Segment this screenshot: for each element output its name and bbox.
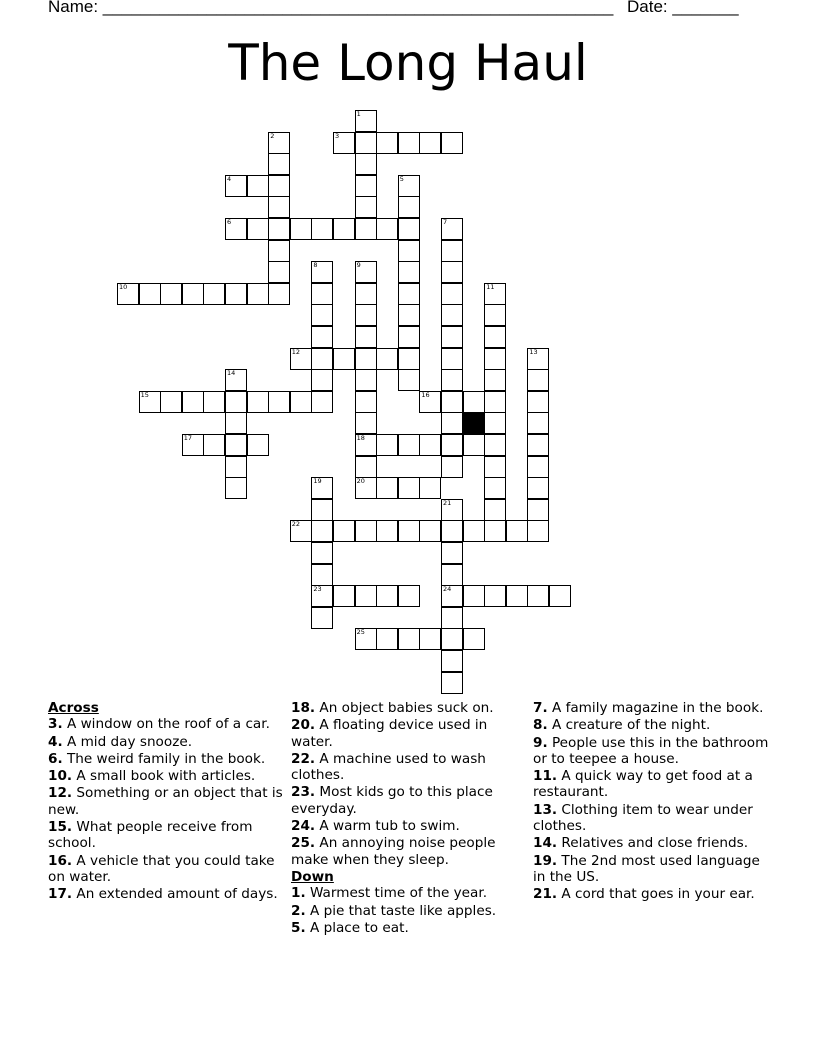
grid-cell[interactable]: [355, 585, 377, 607]
grid-cell-25[interactable]: [355, 628, 377, 650]
clue-item-number: 23.: [291, 784, 316, 801]
grid-cell[interactable]: [247, 391, 269, 413]
clue-item-text: A pie that taste like apples.: [305, 902, 497, 919]
grid-cell[interactable]: [484, 326, 506, 348]
grid-cell[interactable]: [398, 261, 420, 283]
grid-cell[interactable]: [225, 412, 247, 434]
grid-cell[interactable]: [398, 628, 420, 650]
grid-cell-18[interactable]: [355, 434, 377, 456]
clue-item-number: 13.: [533, 801, 558, 818]
grid-cell[interactable]: [182, 283, 204, 305]
clue-item: [48, 819, 286, 852]
grid-cell[interactable]: [311, 283, 333, 305]
grid-cell[interactable]: [484, 520, 506, 542]
grid-cell[interactable]: [527, 391, 549, 413]
grid-cell[interactable]: [268, 153, 290, 175]
grid-cell[interactable]: [398, 283, 420, 305]
grid-cell[interactable]: [484, 348, 506, 370]
clue-item-text: The weird family in the book.: [62, 750, 266, 767]
grid-cell[interactable]: [290, 218, 312, 240]
grid-cell[interactable]: [484, 304, 506, 326]
clue-item: [291, 751, 529, 784]
grid-cell[interactable]: [441, 672, 463, 694]
clue-column-2: [291, 700, 529, 937]
clue-item-number: 21.: [533, 886, 558, 903]
grid-cell[interactable]: [268, 240, 290, 262]
grid-cell-8[interactable]: [311, 261, 333, 283]
grid-cell-23[interactable]: [311, 585, 333, 607]
grid-cell[interactable]: [268, 218, 290, 240]
grid-cell[interactable]: [333, 520, 355, 542]
grid-cell[interactable]: [355, 412, 377, 434]
grid-cell[interactable]: [355, 196, 377, 218]
section-heading: Down: [291, 868, 334, 885]
grid-cell[interactable]: [376, 477, 398, 499]
grid-cell[interactable]: [484, 477, 506, 499]
grid-cell[interactable]: [463, 434, 485, 456]
clue-item-text: A quick way to get food at a restaurant.: [533, 768, 753, 801]
grid-cell[interactable]: [527, 585, 549, 607]
clue-number: 14: [227, 369, 236, 378]
clue-item: [48, 886, 286, 902]
grid-cell[interactable]: [398, 132, 420, 154]
grid-cell[interactable]: [376, 348, 398, 370]
clue-item: [48, 716, 286, 732]
clue-number: 16: [421, 390, 430, 399]
grid-cell[interactable]: [398, 240, 420, 262]
clue-item-number: 12.: [48, 785, 73, 802]
grid-cell[interactable]: [441, 369, 463, 391]
grid-cell-16[interactable]: [419, 391, 441, 413]
grid-cell[interactable]: [527, 412, 549, 434]
grid-cell[interactable]: [268, 261, 290, 283]
clue-item: [291, 818, 529, 834]
clue-item-number: 7.: [533, 700, 548, 716]
grid-cell[interactable]: [355, 348, 377, 370]
section-heading: Across: [48, 700, 99, 716]
clue-number: 18: [356, 434, 365, 442]
clue-item-number: 25.: [291, 835, 316, 852]
grid-cell[interactable]: [441, 261, 463, 283]
grid-cell-15[interactable]: [139, 391, 161, 413]
grid-cell[interactable]: [441, 412, 463, 434]
grid-cell[interactable]: [376, 132, 398, 154]
clue-number: 3: [335, 131, 340, 140]
grid-cell-2[interactable]: [268, 132, 290, 154]
clue-item-number: 2.: [291, 902, 306, 919]
clue-item: [533, 886, 771, 902]
grid-cell[interactable]: [463, 585, 485, 607]
grid-cell[interactable]: [398, 477, 420, 499]
clue-item-number: 6.: [48, 750, 63, 767]
clue-item: [48, 751, 286, 767]
grid-cell[interactable]: [182, 391, 204, 413]
grid-cell[interactable]: [376, 520, 398, 542]
clue-item: [48, 768, 286, 784]
clue-item-number: 15.: [48, 819, 73, 836]
clue-item-number: 9.: [533, 734, 548, 751]
grid-cell[interactable]: [247, 218, 269, 240]
grid-cell[interactable]: [355, 175, 377, 197]
grid-cell[interactable]: [441, 348, 463, 370]
clue-number: 11: [486, 282, 495, 291]
grid-cell[interactable]: [441, 434, 463, 456]
grid-cell[interactable]: [376, 628, 398, 650]
grid-cell[interactable]: [160, 391, 182, 413]
clue-item-number: 5.: [291, 919, 306, 936]
clue-item: [291, 700, 529, 716]
clue-number: 8: [313, 261, 318, 270]
grid-cell[interactable]: [333, 585, 355, 607]
clue-item-number: 10.: [48, 768, 73, 785]
grid-cell[interactable]: [203, 283, 225, 305]
clue-item-text: Most kids go to this place everyday.: [291, 784, 493, 817]
clue-number: 25: [356, 628, 365, 637]
grid-cell[interactable]: [225, 283, 247, 305]
clue-item: [533, 700, 771, 716]
grid-cell[interactable]: [355, 218, 377, 240]
grid-cell[interactable]: [419, 477, 441, 499]
clue-item: [533, 735, 771, 768]
grid-cell[interactable]: [203, 391, 225, 413]
clue-item-text: A cord that goes in your ear.: [557, 886, 755, 903]
grid-cell-24[interactable]: [441, 585, 463, 607]
clue-item: [291, 835, 529, 868]
grid-cell[interactable]: [311, 391, 333, 413]
clue-item-text: Warmest time of the year.: [305, 885, 488, 902]
grid-cell[interactable]: [268, 175, 290, 197]
clue-item: [48, 785, 286, 818]
clue-number: 9: [356, 261, 361, 270]
grid-cell[interactable]: [527, 499, 549, 521]
grid-cell[interactable]: [527, 520, 549, 542]
grid-cell[interactable]: [247, 175, 269, 197]
clue-item-number: 8.: [533, 717, 548, 734]
clue-number: 7: [443, 218, 448, 226]
grid-cell[interactable]: [441, 650, 463, 672]
grid-cell-20[interactable]: [355, 477, 377, 499]
clue-item-text: A window on the roof of a car.: [62, 716, 270, 733]
grid-cell[interactable]: [247, 283, 269, 305]
clue-item-number: 4.: [48, 733, 63, 750]
clue-item-number: 17.: [48, 886, 73, 903]
grid-cell[interactable]: [311, 326, 333, 348]
grid-cell[interactable]: [484, 434, 506, 456]
grid-cell[interactable]: [268, 283, 290, 305]
clue-item-text: A floating device used in water.: [291, 717, 488, 750]
clue-item-text: A small book with articles.: [72, 768, 256, 785]
grid-cell[interactable]: [419, 434, 441, 456]
clue-item-text: A warm tub to swim.: [315, 818, 460, 835]
clue-item: [291, 717, 529, 750]
clue-item: [533, 802, 771, 835]
grid-cell-7[interactable]: [441, 218, 463, 240]
grid-cell[interactable]: [355, 304, 377, 326]
grid-cell-3[interactable]: [333, 132, 355, 154]
grid-cell-22[interactable]: [290, 520, 312, 542]
clue-number: 4: [227, 174, 232, 183]
grid-cell[interactable]: [463, 520, 485, 542]
clue-item: [291, 784, 529, 817]
clue-item-text: Clothing item to wear under clothes.: [533, 801, 753, 835]
grid-cell-5[interactable]: [398, 175, 420, 197]
grid-cell[interactable]: [527, 477, 549, 499]
clue-item-text: What people receive from school.: [48, 819, 253, 852]
grid-cell[interactable]: [419, 628, 441, 650]
grid-cell[interactable]: [398, 304, 420, 326]
grid-cell[interactable]: [355, 369, 377, 391]
clue-item: [291, 885, 529, 901]
grid-cell[interactable]: [506, 585, 528, 607]
clue-number: 5: [399, 174, 404, 183]
grid-cell[interactable]: [484, 412, 506, 434]
grid-cell[interactable]: [376, 585, 398, 607]
grid-cell[interactable]: [398, 348, 420, 370]
clue-item-number: 14.: [533, 835, 558, 852]
grid-cell-4[interactable]: [225, 175, 247, 197]
grid-cell[interactable]: [311, 348, 333, 370]
clue-number: 22: [291, 520, 301, 529]
grid-cell[interactable]: [311, 607, 333, 629]
page-title: The Long Haul: [228, 34, 588, 92]
clue-number: 21: [443, 498, 452, 507]
grid-cell[interactable]: [355, 326, 377, 348]
grid-cell[interactable]: [484, 369, 506, 391]
clue-number: 17: [183, 434, 193, 442]
clue-number: 15: [140, 390, 149, 399]
grid-cell[interactable]: [419, 132, 441, 154]
grid-cell[interactable]: [441, 391, 463, 413]
grid-cell[interactable]: [311, 520, 333, 542]
clue-number: 23: [313, 585, 322, 594]
clue-number: 13: [529, 347, 538, 356]
grid-cell[interactable]: [311, 218, 333, 240]
clue-item-number: 20.: [291, 717, 316, 734]
grid-cell-13[interactable]: [527, 348, 549, 370]
clue-item-number: 3.: [48, 716, 63, 733]
grid-cell[interactable]: [484, 456, 506, 478]
clue-item-text: An object babies suck on.: [315, 700, 494, 716]
clue-column-1: [48, 700, 286, 904]
grid-cell-1[interactable]: [355, 110, 377, 132]
clue-item-text: An annoying noise people make when they sleep.: [291, 835, 496, 868]
grid-cell[interactable]: [355, 456, 377, 478]
grid-block: [463, 412, 485, 434]
grid-cell[interactable]: [398, 218, 420, 240]
grid-cell[interactable]: [441, 283, 463, 305]
grid-cell[interactable]: [333, 348, 355, 370]
clue-item: [533, 835, 771, 851]
clue-number: 24: [443, 585, 452, 594]
grid-cell[interactable]: [139, 283, 161, 305]
grid-cell-17[interactable]: [182, 434, 204, 456]
clue-item-number: 16.: [48, 852, 73, 869]
clue-item: [533, 768, 771, 801]
grid-cell-11[interactable]: [484, 283, 506, 305]
grid-cell[interactable]: [268, 196, 290, 218]
grid-cell[interactable]: [355, 391, 377, 413]
clue-item: [291, 903, 529, 919]
grid-cell[interactable]: [355, 520, 377, 542]
grid-cell[interactable]: [441, 326, 463, 348]
clue-column-3: [533, 700, 771, 904]
grid-cell[interactable]: [527, 369, 549, 391]
grid-cell[interactable]: [225, 391, 247, 413]
clue-number: 12: [291, 347, 301, 356]
clue-item-text: Relatives and close friends.: [557, 835, 749, 852]
grid-cell-21[interactable]: [441, 499, 463, 521]
grid-cell[interactable]: [311, 499, 333, 521]
grid-cell[interactable]: [311, 542, 333, 564]
grid-cell[interactable]: [441, 520, 463, 542]
clues-section: [48, 700, 778, 960]
clue-item-number: 19.: [533, 852, 558, 869]
grid-cell[interactable]: [355, 153, 377, 175]
grid-cell[interactable]: [311, 369, 333, 391]
grid-cell[interactable]: [441, 456, 463, 478]
grid-cell[interactable]: [225, 434, 247, 456]
clue-item-text: Something or an object that is new.: [48, 785, 283, 818]
clue-item-number: 24.: [291, 818, 316, 835]
grid-cell[interactable]: [398, 434, 420, 456]
grid-cell[interactable]: [398, 520, 420, 542]
grid-cell[interactable]: [527, 434, 549, 456]
clue-item-number: 11.: [533, 768, 558, 785]
grid-cell[interactable]: [549, 585, 571, 607]
clue-item-text: A family magazine in the book.: [547, 700, 764, 716]
clue-item-number: 22.: [291, 750, 316, 767]
grid-cell[interactable]: [398, 369, 420, 391]
grid-cell[interactable]: [441, 132, 463, 154]
grid-cell[interactable]: [311, 564, 333, 586]
grid-cell[interactable]: [203, 434, 225, 456]
grid-cell[interactable]: [355, 132, 377, 154]
grid-cell[interactable]: [441, 628, 463, 650]
grid-cell-12[interactable]: [290, 348, 312, 370]
grid-cell[interactable]: [441, 564, 463, 586]
grid-cell[interactable]: [527, 456, 549, 478]
grid-cell[interactable]: [441, 607, 463, 629]
grid-cell[interactable]: [441, 542, 463, 564]
grid-cell[interactable]: [398, 585, 420, 607]
grid-cell[interactable]: [247, 434, 269, 456]
date-field-label[interactable]: Date: _______: [627, 0, 739, 16]
clue-number: 2: [270, 131, 275, 140]
name-field-label[interactable]: Name: ______________________________________________________: [48, 0, 614, 16]
grid-cell-9[interactable]: [355, 261, 377, 283]
grid-cell[interactable]: [333, 218, 355, 240]
clue-item-text: A place to eat.: [305, 919, 409, 936]
grid-cell[interactable]: [376, 218, 398, 240]
grid-cell[interactable]: [463, 628, 485, 650]
grid-cell-19[interactable]: [311, 477, 333, 499]
clue-item: [48, 734, 286, 750]
clue-item-text: A mid day snooze.: [62, 733, 193, 750]
grid-cell[interactable]: [484, 585, 506, 607]
clue-item: [533, 853, 771, 886]
grid-cell[interactable]: [311, 304, 333, 326]
grid-cell[interactable]: [441, 304, 463, 326]
clue-item-text: The 2nd most used language in the US.: [533, 852, 760, 885]
grid-cell-6[interactable]: [225, 218, 247, 240]
grid-cell[interactable]: [398, 196, 420, 218]
clue-number: 19: [313, 477, 322, 486]
grid-cell[interactable]: [484, 499, 506, 521]
clue-item: [533, 717, 771, 733]
clue-number: 20: [356, 477, 365, 486]
clue-item-number: 1.: [291, 885, 306, 902]
clue-item-text: People use this in the bathroom or to teepee a house.: [533, 734, 769, 767]
grid-cell[interactable]: [419, 520, 441, 542]
grid-cell[interactable]: [290, 391, 312, 413]
grid-cell[interactable]: [463, 391, 485, 413]
clue-item-number: 18.: [291, 700, 316, 716]
grid-cell[interactable]: [225, 456, 247, 478]
clue-number: 10: [119, 282, 128, 291]
grid-cell[interactable]: [160, 283, 182, 305]
grid-cell[interactable]: [398, 326, 420, 348]
grid-cell[interactable]: [441, 240, 463, 262]
grid-cell-14[interactable]: [225, 369, 247, 391]
clue-number: 1: [356, 110, 361, 118]
clue-item-text: An extended amount of days.: [72, 886, 278, 903]
clue-number: 6: [227, 218, 232, 226]
grid-cell[interactable]: [268, 391, 290, 413]
grid-cell[interactable]: [355, 283, 377, 305]
clue-item-text: A creature of the night.: [547, 717, 711, 734]
clue-item-text: A vehicle that you could take on water.: [48, 852, 275, 885]
grid-cell[interactable]: [225, 477, 247, 499]
grid-cell[interactable]: [484, 391, 506, 413]
grid-cell[interactable]: [506, 520, 528, 542]
clue-item-text: A machine used to wash clothes.: [291, 750, 486, 784]
grid-cell[interactable]: [376, 434, 398, 456]
clue-item: [291, 920, 529, 936]
clue-item: [48, 853, 286, 886]
grid-cell-10[interactable]: [117, 283, 139, 305]
